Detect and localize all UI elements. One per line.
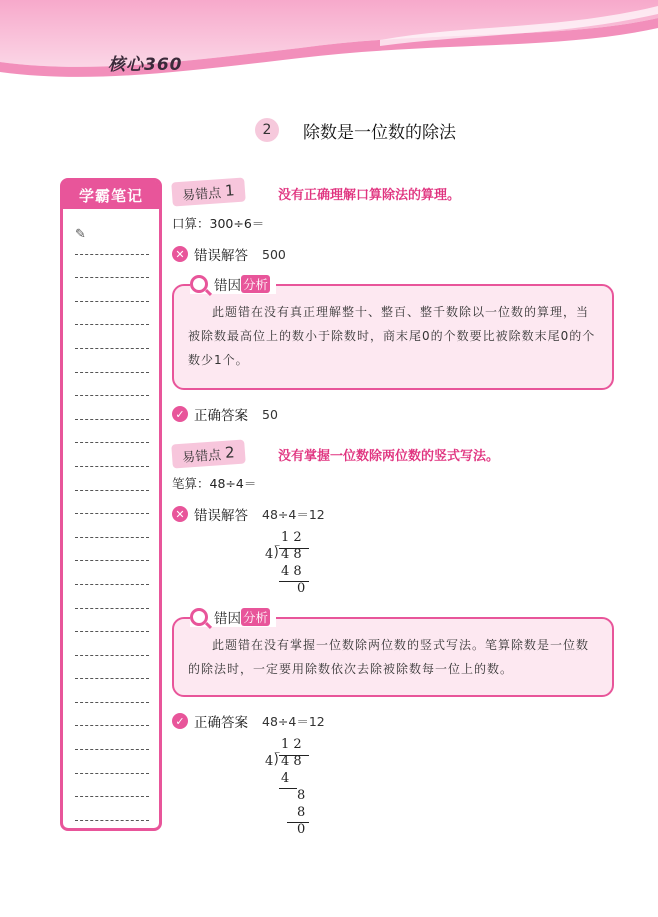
note-line [75, 679, 149, 703]
tag-number: 2 [224, 443, 236, 462]
section-title [255, 117, 456, 143]
pencil-icon: ✎ [75, 227, 86, 242]
analysis-box-1 [172, 284, 614, 390]
note-line [75, 302, 149, 326]
right-value: 48÷4＝12 [262, 714, 325, 729]
analysis-text: 此题错在没有真正理解整十、整百、整千数除以一位数的算理，当被除数最高位上的数小于除数时，商末尾0的个数要比被除数末尾0的个数少1个。 [188, 305, 596, 367]
wrong-mark-icon: ✕ [172, 506, 188, 522]
wrong-label: 错误解答 [194, 248, 248, 264]
check-mark-icon: ✓ [172, 406, 188, 422]
note-line [75, 325, 149, 349]
section-number: 2 [255, 118, 279, 142]
wrong-answer-row-2 [172, 504, 325, 524]
quotient: 1 2 [281, 530, 302, 545]
analysis-text: 此题错在没有掌握一位数除两位数的竖式写法。笔算除数是一位数的除法时，一定要用除数依次去除被除数每一位上的数。 [188, 638, 590, 676]
note-line [75, 255, 149, 279]
tag-number: 1 [224, 181, 236, 200]
note-line [75, 491, 149, 515]
notes-lines [75, 231, 149, 821]
notes-title: 学霸笔记 [63, 181, 159, 209]
analysis-label: 错因 [214, 278, 241, 294]
wrong-value: 500 [262, 246, 286, 262]
bring-down: 8 [297, 788, 306, 803]
divisor: 4 [265, 754, 274, 769]
note-line [75, 349, 149, 373]
error-point-desc-2: 没有掌握一位数除两位数的竖式写法。 [278, 449, 500, 464]
dividend: 4 8 [281, 547, 302, 562]
note-line [75, 632, 149, 656]
wrong-long-division: 1 2 4 ⟌ 4 8 4 8 0 [265, 530, 325, 600]
right-label: 正确答案 [194, 408, 248, 424]
error-point-desc-1: 没有正确理解口算除法的算理。 [278, 188, 461, 203]
analysis-highlight: 分析 [243, 277, 269, 292]
analysis-highlight: 分析 [243, 610, 269, 625]
note-line [75, 538, 149, 562]
remainder: 0 [297, 822, 306, 837]
tag-label: 易错点 [181, 447, 222, 466]
tag-label: 易错点 [181, 185, 222, 204]
note-line [75, 278, 149, 302]
right-long-division: 1 2 4 ⟌ 4 8 4 8 8 0 [265, 737, 325, 842]
magnifier-icon [190, 608, 208, 626]
problem-1: 口算：300÷6＝ [172, 216, 265, 231]
wrong-value: 48÷4＝12 [262, 507, 325, 522]
quotient: 1 2 [281, 737, 302, 752]
right-answer-row-2 [172, 711, 325, 731]
note-line [75, 514, 149, 538]
section-heading: 除数是一位数的除法 [303, 122, 456, 143]
note-line [75, 396, 149, 420]
note-line [75, 585, 149, 609]
note-line [75, 467, 149, 491]
analysis-head-1 [190, 274, 276, 294]
right-value: 50 [262, 406, 278, 422]
note-line [75, 609, 149, 633]
problem-2: 笔算：48÷4＝ [172, 476, 257, 491]
error-point-tag-2 [171, 439, 245, 468]
brand-logo: 核心360 [108, 55, 183, 75]
note-line [75, 420, 149, 444]
subtract-1: 4 [281, 771, 290, 786]
note-line [75, 726, 149, 750]
right-answer-row-1 [172, 404, 278, 424]
analysis-label: 错因 [214, 611, 241, 627]
check-mark-icon: ✓ [172, 713, 188, 729]
note-line [75, 373, 149, 397]
subtract-2: 8 [297, 805, 306, 820]
header-banner [0, 0, 658, 95]
wrong-label: 错误解答 [194, 508, 248, 524]
magnifier-icon [190, 275, 208, 293]
analysis-head-2 [190, 607, 276, 627]
remainder: 0 [297, 581, 306, 596]
dividend: 4 8 [281, 754, 302, 769]
note-line [75, 656, 149, 680]
note-line [75, 561, 149, 585]
wrong-answer-row-1 [172, 244, 286, 264]
subtract-1: 4 8 [281, 564, 302, 579]
note-line [75, 750, 149, 774]
note-line [75, 774, 149, 798]
note-line [75, 231, 149, 255]
wrong-mark-icon: ✕ [172, 246, 188, 262]
note-line [75, 443, 149, 467]
divisor: 4 [265, 547, 274, 562]
analysis-box-2 [172, 617, 614, 697]
notes-sidebar [60, 178, 162, 831]
error-point-tag-1 [171, 177, 245, 206]
note-line [75, 703, 149, 727]
right-label: 正确答案 [194, 715, 248, 731]
note-line [75, 797, 149, 821]
